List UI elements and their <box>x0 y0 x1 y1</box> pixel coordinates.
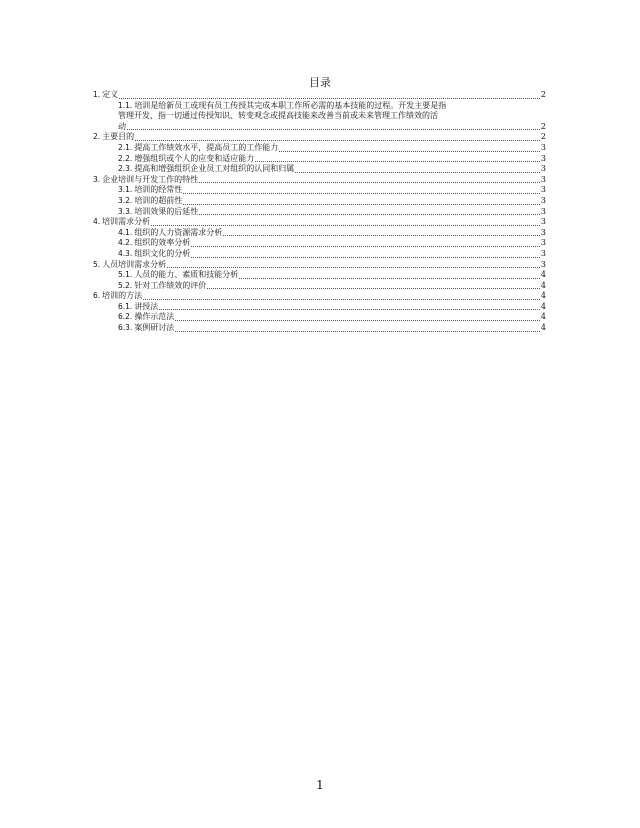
toc-entry-page: 3 <box>540 248 546 258</box>
toc-entry-page: 3 <box>540 185 546 195</box>
toc-entry-text: 培训效果的后延性 <box>134 206 199 216</box>
toc-dot-leader <box>175 319 540 321</box>
toc-dot-leader <box>239 277 540 279</box>
toc-entry-number: 3.1. <box>118 185 133 195</box>
toc-entry-text: 人员的能力、素质和技能分析 <box>134 270 239 280</box>
toc-entry-page: 4 <box>540 291 546 301</box>
toc-entry-number: 2.1. <box>118 142 133 152</box>
toc-entry[interactable] <box>93 101 546 133</box>
toc-entry-page: 3 <box>540 153 546 163</box>
toc-entry-text: 针对工作绩效的评价 <box>134 280 207 290</box>
toc-dot-leader <box>119 97 540 99</box>
toc-entry[interactable] <box>93 217 546 228</box>
toc-entry[interactable] <box>93 207 546 218</box>
toc-entry-page: 3 <box>540 227 546 237</box>
toc-dot-leader <box>279 150 540 152</box>
toc-entry[interactable] <box>93 143 546 154</box>
toc-entry-text: 培训是给新员工或现有员工传授其完成本职工作所必需的基本技能的过程。开发主要是指 <box>134 100 447 110</box>
toc-entry-text: 管理开发，指一切通过传授知识、转变观念或提高技能来改善当前或未来管理工作绩效的活 <box>118 111 438 121</box>
toc-entry[interactable] <box>93 196 546 207</box>
toc-entry-text: 组织的效率分析 <box>134 238 191 248</box>
toc-entry-text: 案例研讨法 <box>134 323 175 333</box>
toc-entry[interactable] <box>93 90 546 101</box>
toc-dot-leader <box>199 213 540 215</box>
toc-entry-text: 操作示范法 <box>134 312 175 322</box>
toc-dot-leader <box>255 160 540 162</box>
toc-title: 目录 <box>309 76 331 89</box>
toc-entry-text: 培训的方法 <box>102 291 143 301</box>
toc-dot-leader <box>183 192 540 194</box>
toc-entry-number: 3.3. <box>118 206 133 216</box>
toc-dot-leader <box>143 298 540 300</box>
toc-dot-leader <box>135 139 540 141</box>
toc-dot-leader <box>151 224 540 226</box>
toc-dot-leader <box>223 234 540 236</box>
toc-entry-number: 4.3. <box>118 248 133 258</box>
toc-entry-page: 3 <box>540 195 546 205</box>
toc-entry-page: 3 <box>540 164 546 174</box>
toc-entry-text: 讲授法 <box>134 301 159 311</box>
toc-entry-page: 3 <box>540 206 546 216</box>
toc-entry[interactable] <box>93 164 546 175</box>
toc-dot-leader <box>199 181 540 183</box>
toc-entry-text: 提高工作绩效水平，提高员工的工作能力 <box>134 142 279 152</box>
toc-dot-leader <box>295 171 540 173</box>
toc-entry-text: 组织的人力资源需求分析 <box>134 227 223 237</box>
toc-entry[interactable] <box>93 312 546 323</box>
toc-entry-text: 人员培训需求分析 <box>102 259 167 269</box>
toc-entry-page: 3 <box>540 142 546 152</box>
toc-entry[interactable] <box>93 185 546 196</box>
toc-entry-text: 培训的经常性 <box>134 185 183 195</box>
toc-dot-leader <box>183 203 540 205</box>
toc-entry-number: 3.2. <box>118 195 133 205</box>
toc-entry-number: 4.1. <box>118 227 133 237</box>
toc-entry[interactable] <box>93 291 546 302</box>
toc-entry[interactable] <box>93 302 546 313</box>
toc-entry-text: 提高和增强组织企业员工对组织的认同和归属 <box>134 164 295 174</box>
toc-entry[interactable] <box>93 238 546 249</box>
toc-entry-number: 2. <box>93 132 101 142</box>
toc-entry-number: 5.1. <box>118 270 133 280</box>
table-of-contents <box>93 90 546 334</box>
toc-entry-number: 5.2. <box>118 280 133 290</box>
toc-entry[interactable] <box>93 132 546 143</box>
toc-entry-number: 1. <box>93 90 101 99</box>
toc-dot-leader <box>191 256 540 258</box>
toc-entry-number: 3. <box>93 174 101 184</box>
toc-entry-text: 定义 <box>102 90 119 99</box>
toc-entry-text: 培训需求分析 <box>102 217 151 227</box>
toc-entry-page: 3 <box>540 259 546 269</box>
toc-entry-page: 3 <box>540 238 546 248</box>
toc-entry-page: 4 <box>540 312 546 322</box>
toc-entry-text: 增强组织或个人的应变和适应能力 <box>134 153 255 163</box>
toc-entry-number: 6. <box>93 291 101 301</box>
toc-entry-text: 动 <box>118 121 126 131</box>
toc-entry-number: 2.3. <box>118 164 133 174</box>
toc-entry-page: 3 <box>540 174 546 184</box>
page-number: 1 <box>316 778 324 792</box>
toc-dot-leader <box>191 245 540 247</box>
toc-entry-number: 6.2. <box>118 312 133 322</box>
toc-dot-leader <box>175 330 540 332</box>
toc-entry-number: 2.2. <box>118 153 133 163</box>
toc-entry-page: 2 <box>540 121 546 131</box>
toc-entry[interactable] <box>93 249 546 260</box>
toc-entry-page: 4 <box>540 301 546 311</box>
toc-dot-leader <box>127 128 540 130</box>
toc-entry[interactable] <box>93 281 546 292</box>
toc-entry[interactable] <box>93 260 546 271</box>
toc-entry[interactable] <box>93 323 546 334</box>
toc-entry[interactable] <box>93 175 546 186</box>
toc-entry-number: 1.1. <box>118 100 133 110</box>
toc-entry-page: 2 <box>540 132 546 142</box>
toc-dot-leader <box>159 308 540 310</box>
toc-entry-text: 主要目的 <box>102 132 135 142</box>
toc-entry-page: 4 <box>540 280 546 290</box>
toc-entry-number: 6.3. <box>118 323 133 333</box>
toc-entry-number: 4. <box>93 217 101 227</box>
toc-dot-leader <box>207 287 540 289</box>
toc-entry[interactable] <box>93 154 546 165</box>
toc-entry-text: 组织文化的分析 <box>134 248 191 258</box>
toc-entry[interactable] <box>93 270 546 281</box>
toc-entry-number: 5. <box>93 259 101 269</box>
toc-entry-text: 培训的超前性 <box>134 195 183 205</box>
toc-entry-page: 2 <box>540 90 546 99</box>
toc-entry[interactable] <box>93 228 546 239</box>
toc-entry-page: 3 <box>540 217 546 227</box>
toc-entry-number: 6.1. <box>118 301 133 311</box>
toc-dot-leader <box>167 266 540 268</box>
toc-entry-page: 4 <box>540 323 546 333</box>
toc-entry-page: 4 <box>540 270 546 280</box>
toc-entry-text: 企业培训与开发工作的特性 <box>102 174 199 184</box>
toc-entry-number: 4.2. <box>118 238 133 248</box>
